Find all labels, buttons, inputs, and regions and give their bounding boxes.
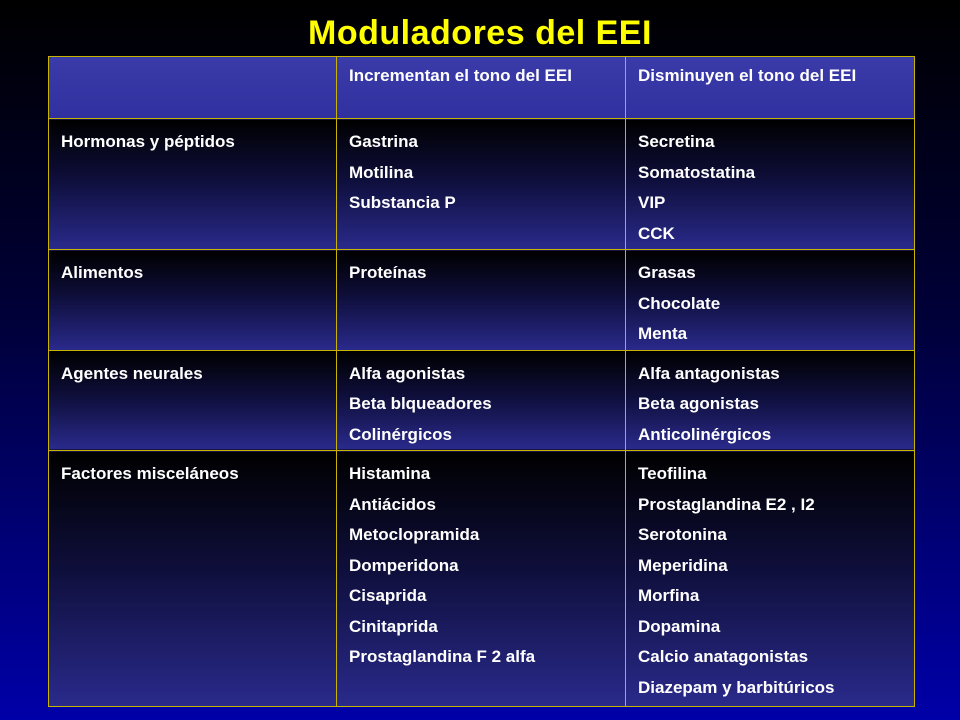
list-item: Metoclopramida bbox=[349, 525, 480, 544]
list-item: Colinérgicos bbox=[349, 424, 452, 444]
list-item: Serotonina bbox=[638, 525, 727, 544]
list-item: Cinitaprida bbox=[349, 616, 438, 636]
list-item: Diazepam y barbitúricos bbox=[638, 677, 835, 697]
decrease-cell bbox=[626, 119, 915, 250]
list-item: Gastrina bbox=[349, 132, 418, 151]
category-cell bbox=[49, 451, 337, 707]
list-item: Proteínas bbox=[349, 263, 427, 282]
increase-cell bbox=[337, 119, 626, 250]
category-label: Factores misceláneos bbox=[61, 464, 239, 483]
list-item: Domperidona bbox=[349, 555, 459, 575]
list-item: Teofilina bbox=[638, 464, 707, 483]
list-item: VIP bbox=[638, 193, 666, 212]
list-item: Meperidina bbox=[638, 555, 728, 575]
increase-cell bbox=[337, 250, 626, 351]
slide-title: Moduladores del EEI bbox=[308, 14, 652, 52]
category-cell bbox=[49, 119, 337, 250]
modulators-table bbox=[48, 56, 915, 707]
decrease-cell bbox=[626, 350, 915, 451]
list-item: Chocolate bbox=[638, 293, 721, 313]
list-item: CCK bbox=[638, 223, 675, 243]
header-cell-decrease: Disminuyen el tono del EEI bbox=[626, 57, 915, 119]
list-item: Somatostatina bbox=[638, 162, 756, 182]
table-header-row bbox=[49, 57, 915, 119]
list-item: Secretina bbox=[638, 132, 715, 151]
list-item: Alfa agonistas bbox=[349, 363, 466, 383]
list-item: Dopamina bbox=[638, 616, 721, 636]
table-row bbox=[49, 451, 915, 707]
list-item: Prostaglandina E2 , I2 bbox=[638, 494, 815, 514]
header-cell-increase: Incrementan el tono del EEI bbox=[337, 57, 626, 119]
list-item: Prostaglandina F 2 alfa bbox=[349, 647, 536, 666]
list-item: Histamina bbox=[349, 464, 431, 483]
category-cell bbox=[49, 350, 337, 451]
list-item: Substancia P bbox=[349, 193, 456, 212]
category-label: Alimentos bbox=[61, 263, 144, 282]
category-cell bbox=[49, 250, 337, 351]
list-item: Motilina bbox=[349, 162, 414, 182]
list-item: Grasas bbox=[638, 263, 696, 282]
table-row bbox=[49, 119, 915, 250]
decrease-cell bbox=[626, 250, 915, 351]
list-item: Cisaprida bbox=[349, 586, 427, 605]
category-label: Agentes neurales bbox=[61, 363, 203, 383]
list-item: Beta blqueadores bbox=[349, 394, 492, 413]
decrease-cell bbox=[626, 451, 915, 707]
increase-cell bbox=[337, 451, 626, 707]
increase-cell bbox=[337, 350, 626, 451]
table-row bbox=[49, 250, 915, 351]
list-item: Beta agonistas bbox=[638, 394, 759, 413]
list-item: Morfina bbox=[638, 586, 700, 605]
list-item: Calcio anatagonistas bbox=[638, 647, 809, 666]
list-item: Menta bbox=[638, 324, 688, 343]
category-label: Hormonas y péptidos bbox=[61, 132, 235, 151]
list-item: Antiácidos bbox=[349, 494, 436, 514]
header-cell-category bbox=[49, 57, 337, 119]
table-row bbox=[49, 350, 915, 451]
list-item: Alfa antagonistas bbox=[638, 363, 780, 383]
list-item: Anticolinérgicos bbox=[638, 424, 772, 444]
